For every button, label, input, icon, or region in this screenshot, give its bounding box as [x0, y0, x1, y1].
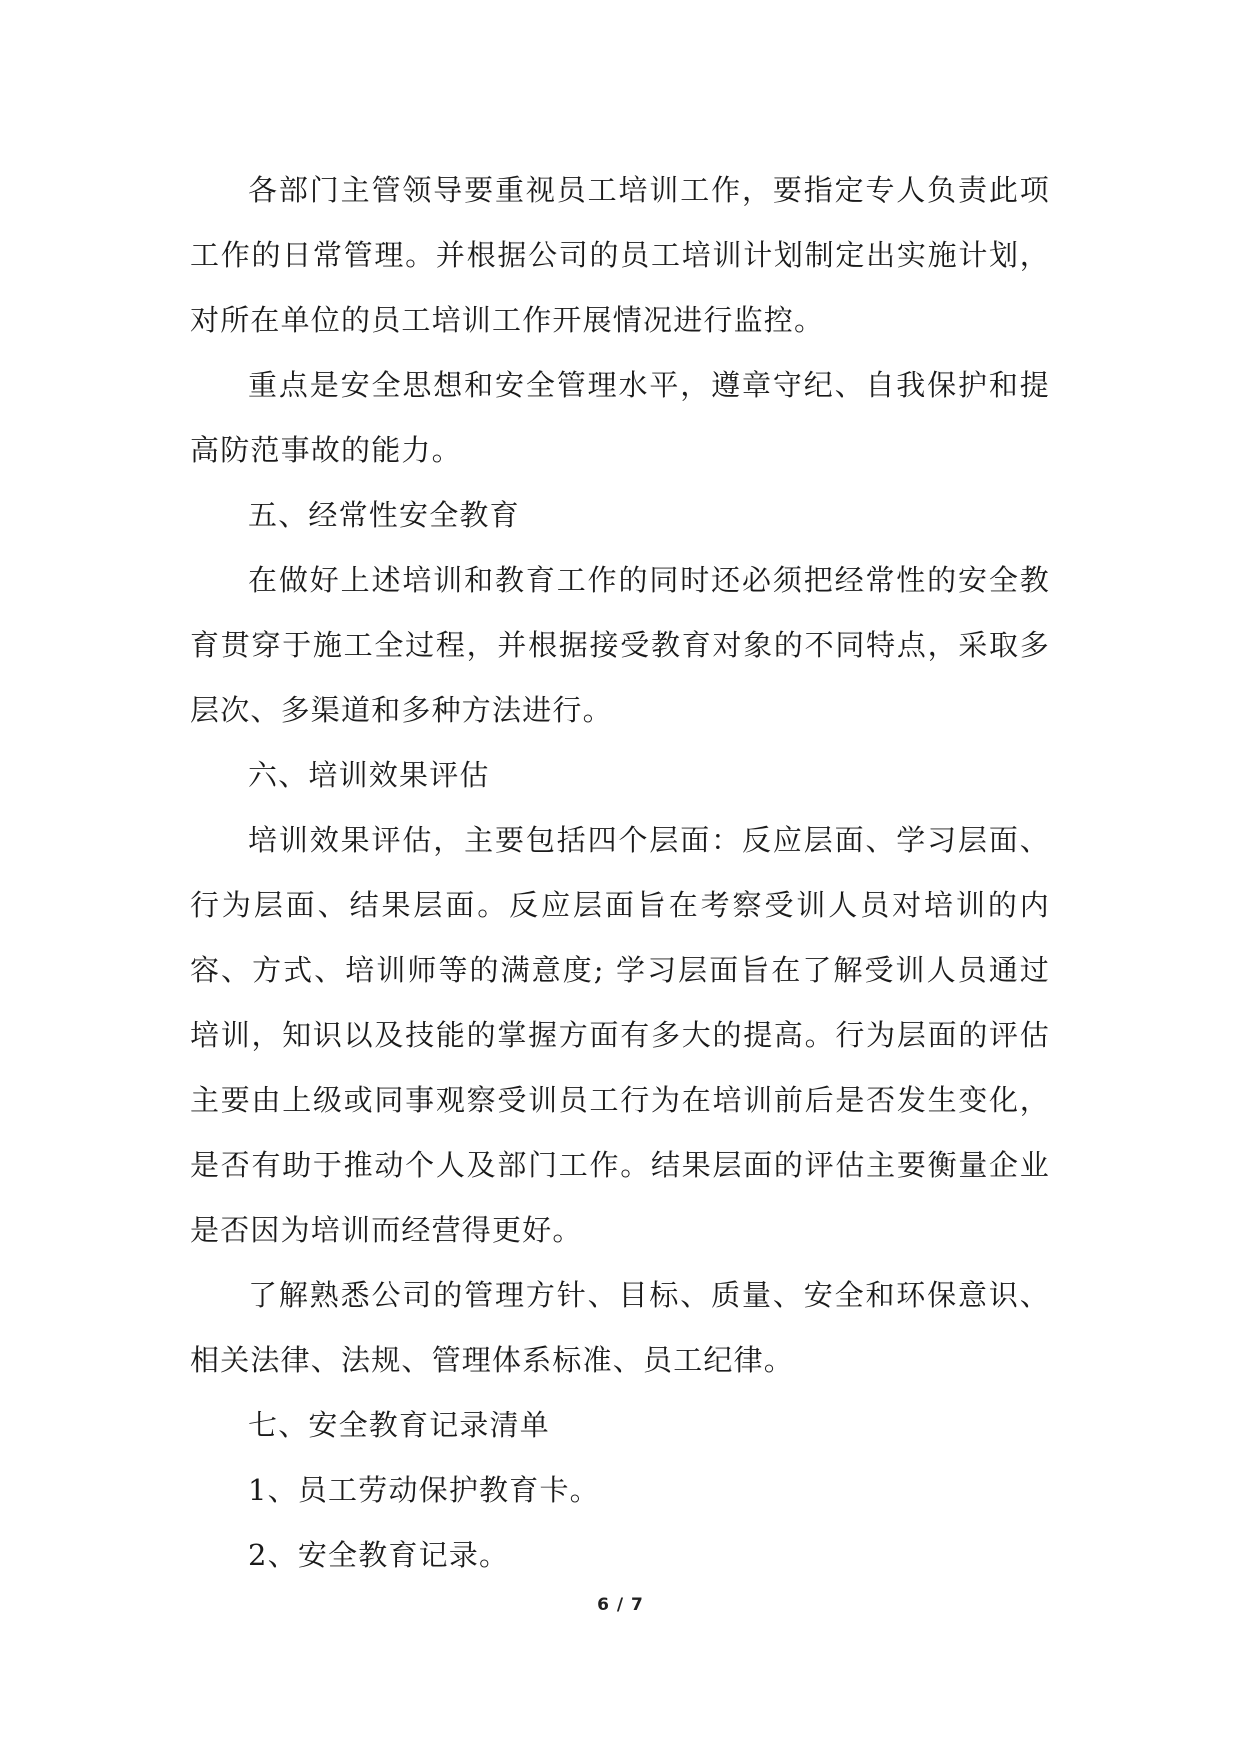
paragraph-evaluation-levels: 培训效果评估，主要包括四个层面：反应层面、学习层面、行为层面、结果层面。反应层面旨在考察受训人员对培训的内容、方式、培训师等的满意度; 学习层面旨在了解受训人员通过培训，知识以及技能的掌握方面有多大的提高。行为层面的评估主要由上级或同事观察受训员工行为在培训前后是否发生变化，是否有助于推动个人及部门工作。结果层面的评估主要衡量企业是否因为培训而经营得更好。: [190, 823, 1050, 1247]
paragraph-company-policy: 了解熟悉公司的管理方针、目标、质量、安全和环保意识、相关法律、法规、管理体系标准、员工纪律。: [190, 1278, 1050, 1377]
page-number: 6 / 7: [597, 1595, 644, 1615]
list-item-protection-card: 1、员工劳动保护教育卡。: [248, 1473, 600, 1507]
paragraph-safety-focus: 重点是安全思想和安全管理水平，遵章守纪、自我保护和提高防范事故的能力。: [190, 368, 1050, 467]
paragraph-training-supervision: 各部门主管领导要重视员工培训工作，要指定专人负责此项工作的日常管理。并根据公司的员工培训计划制定出实施计划，对所在单位的员工培训工作开展情况进行监控。: [190, 173, 1050, 337]
document-body: [190, 158, 1050, 1588]
section-heading-regular-safety-education: 五、经常性安全教育: [248, 498, 520, 532]
paragraph-regular-education: 在做好上述培训和教育工作的同时还必须把经常性的安全教育贯穿于施工全过程，并根据接受教育对象的不同特点，采取多层次、多渠道和多种方法进行。: [190, 563, 1050, 727]
list-item-education-record: 2、安全教育记录。: [248, 1538, 510, 1572]
section-heading-training-evaluation: 六、培训效果评估: [248, 758, 490, 792]
section-heading-education-records: 七、安全教育记录清单: [248, 1408, 551, 1442]
